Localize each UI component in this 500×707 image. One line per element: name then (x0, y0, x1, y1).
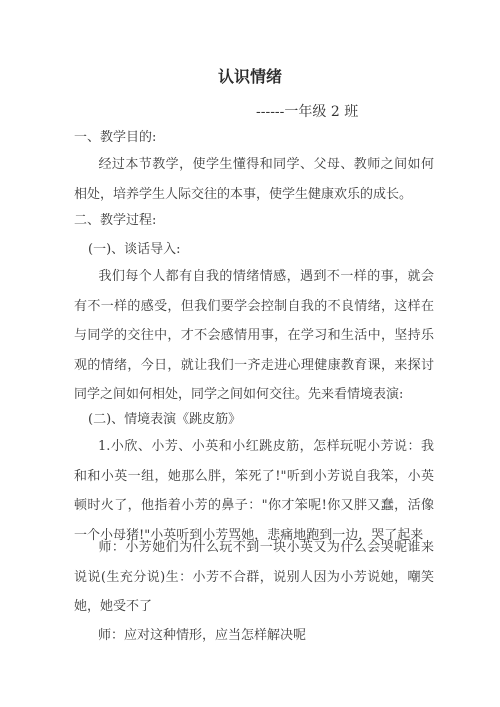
paragraph-teacher-solution (74, 621, 434, 651)
paragraph-intro-text: 我们每个人都有自我的情绪情感，遇到不一样的事，就会有不一样的感受，但我们要学会控制自我的不良情绪，这样在与同学的交往中，才不会感情用事，在学习和生活中，坚持乐观的情绪，今日，就让我们一齐走进心理健康教育课，来探讨同学之间如何相处，同学之间如何交往。先来看情境表演: (74, 269, 434, 402)
section-heading-process: 二、教学过程: (74, 213, 157, 228)
paragraph-intro (74, 262, 434, 410)
subsection-heading-roleplay: (二)、情境表演《跳皮筋》 (88, 412, 242, 427)
document-subtitle: ------一年级 2 班 (256, 104, 359, 120)
section-heading-objectives: 一、教学目的: (74, 130, 157, 145)
subsection-heading-intro: (一)、谈话导入: (88, 242, 181, 257)
paragraph-objectives-text: 经过本节教学，使学生懂得和同学、父母、教师之间如何相处，培养学生人际交往的本事，使学生健康欢乐的成长。 (74, 157, 434, 202)
document-title: 认识情绪 (217, 67, 282, 86)
paragraph-roleplay-text: 1.小欣、小芳、小英和小红跳皮筋，怎样玩呢小芳说：我和和小英一组，她那么胖，笨死了!"听到小芳说自我笨，小英顿时火了，他指着小芳的鼻子："你才笨呢!你又胖又蠢，活像一个小母猪!"小英听到小芳骂她，悲痛地跑到一边，哭了起来 (74, 439, 434, 543)
paragraph-teacher-question-text: 师：小芳她们为什么玩不到一块小英又为什么会哭呢谁来说说(生充分说)生：小芳不合群，说别人因为小芳说她，嘲笑她，她受不了 (74, 540, 434, 614)
paragraph-objectives (74, 150, 434, 209)
paragraph-teacher-question (74, 533, 434, 622)
paragraph-teacher-solution-text: 师：应对这种情形，应当怎样解决呢 (98, 628, 307, 643)
